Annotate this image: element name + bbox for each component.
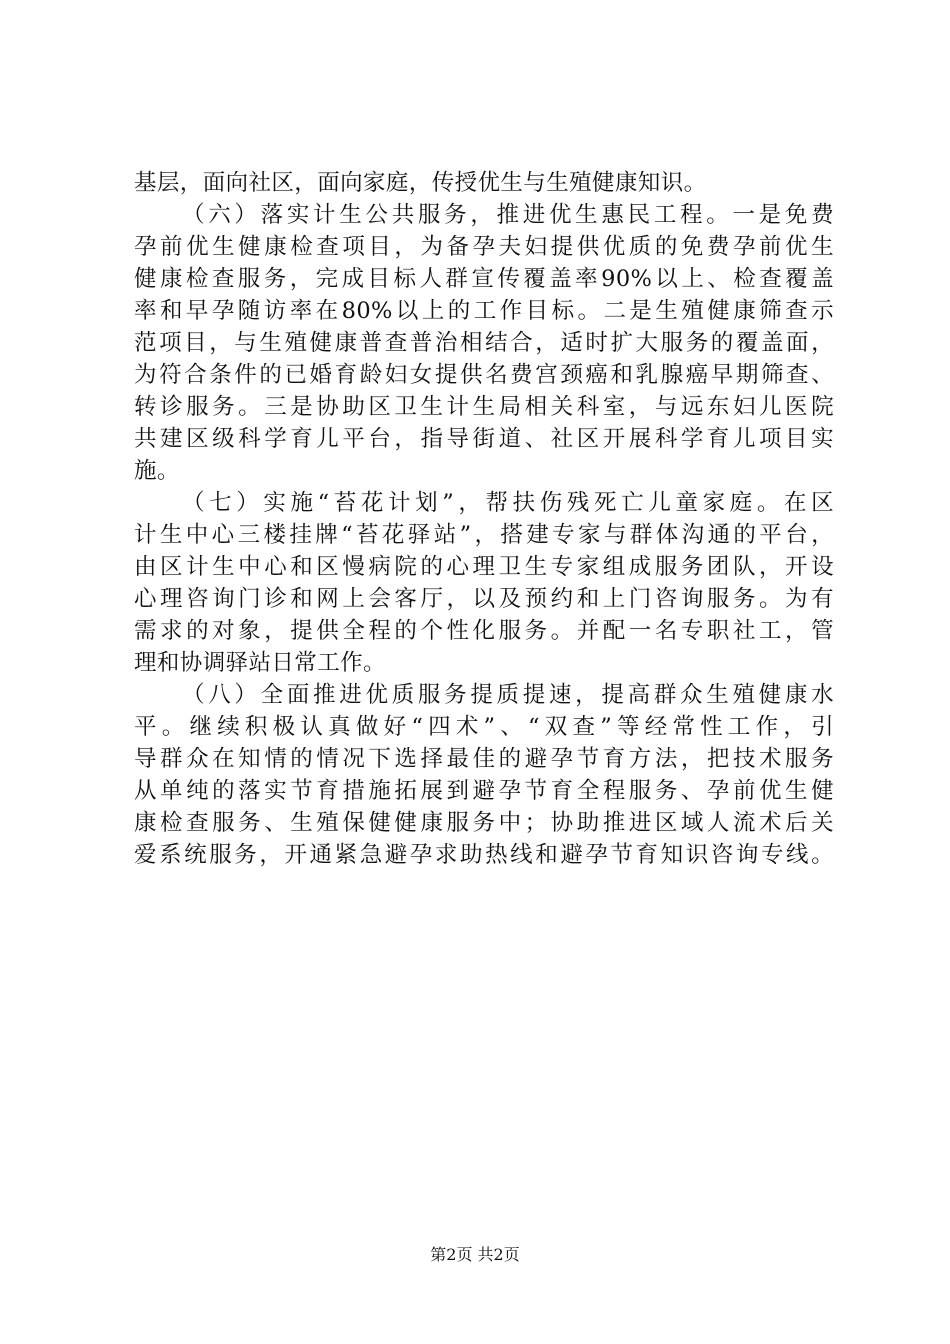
text-line: 导群众在知情的情况下选择最佳的避孕节育方法，把技术服务: [134, 746, 834, 772]
text-line: 率和早孕随访率在80%以上的工作目标。二是生殖健康筛查示: [134, 298, 834, 324]
text-line: 健康检查服务，完成目标人群宣传覆盖率90%以上、检查覆盖: [134, 266, 834, 292]
document-body: [134, 167, 834, 871]
text-line: 为符合条件的已婚育龄妇女提供名费宫颈癌和乳腺癌早期筛查、: [134, 362, 834, 388]
text-line: 计生中心三楼挂牌“苔花驿站”，搭建专家与群体沟通的平台，: [134, 522, 834, 548]
text-line: 平。继续积极认真做好“四术”、“双查”等经常性工作，引: [134, 714, 834, 740]
text-line: 共建区级科学育儿平台，指导街道、社区开展科学育儿项目实: [134, 426, 834, 452]
text-line: 从单纯的落实节育措施拓展到避孕节育全程服务、孕前优生健: [134, 778, 834, 804]
text-line: 爱系统服务，开通紧急避孕求助热线和避孕节育知识咨询专线。: [134, 842, 834, 868]
text-line: （七）实施“苔花计划”，帮扶伤残死亡儿童家庭。在区: [182, 490, 834, 516]
text-line: 心理咨询门诊和网上会客厅，以及预约和上门咨询服务。为有: [134, 586, 834, 612]
text-line: 康检查服务、生殖保健健康服务中；协助推进区域人流术后关: [134, 810, 834, 836]
text-line: 理和协调驿站日常工作。: [134, 650, 386, 676]
text-line: 转诊服务。三是协助区卫生计生局相关科室，与远东妇儿医院: [134, 394, 834, 420]
text-line: 施。: [134, 458, 180, 484]
text-line: 基层，面向社区，面向家庭，传授优生与生殖健康知识。: [134, 170, 707, 196]
text-line: （八）全面推进优质服务提质提速，提高群众生殖健康水: [182, 682, 834, 708]
text-line: 范项目，与生殖健康普查普治相结合，适时扩大服务的覆盖面，: [134, 330, 834, 356]
text-line: 由区计生中心和区慢病院的心理卫生专家组成服务团队，开设: [134, 554, 834, 580]
text-line: 需求的对象，提供全程的个性化服务。并配一名专职社工，管: [134, 618, 834, 644]
text-line: （六）落实计生公共服务，推进优生惠民工程。一是免费: [182, 202, 834, 228]
text-line: 孕前优生健康检查项目，为备孕夫妇提供优质的免费孕前优生: [134, 234, 834, 260]
page-footer: 第2页 共2页: [430, 1245, 520, 1264]
